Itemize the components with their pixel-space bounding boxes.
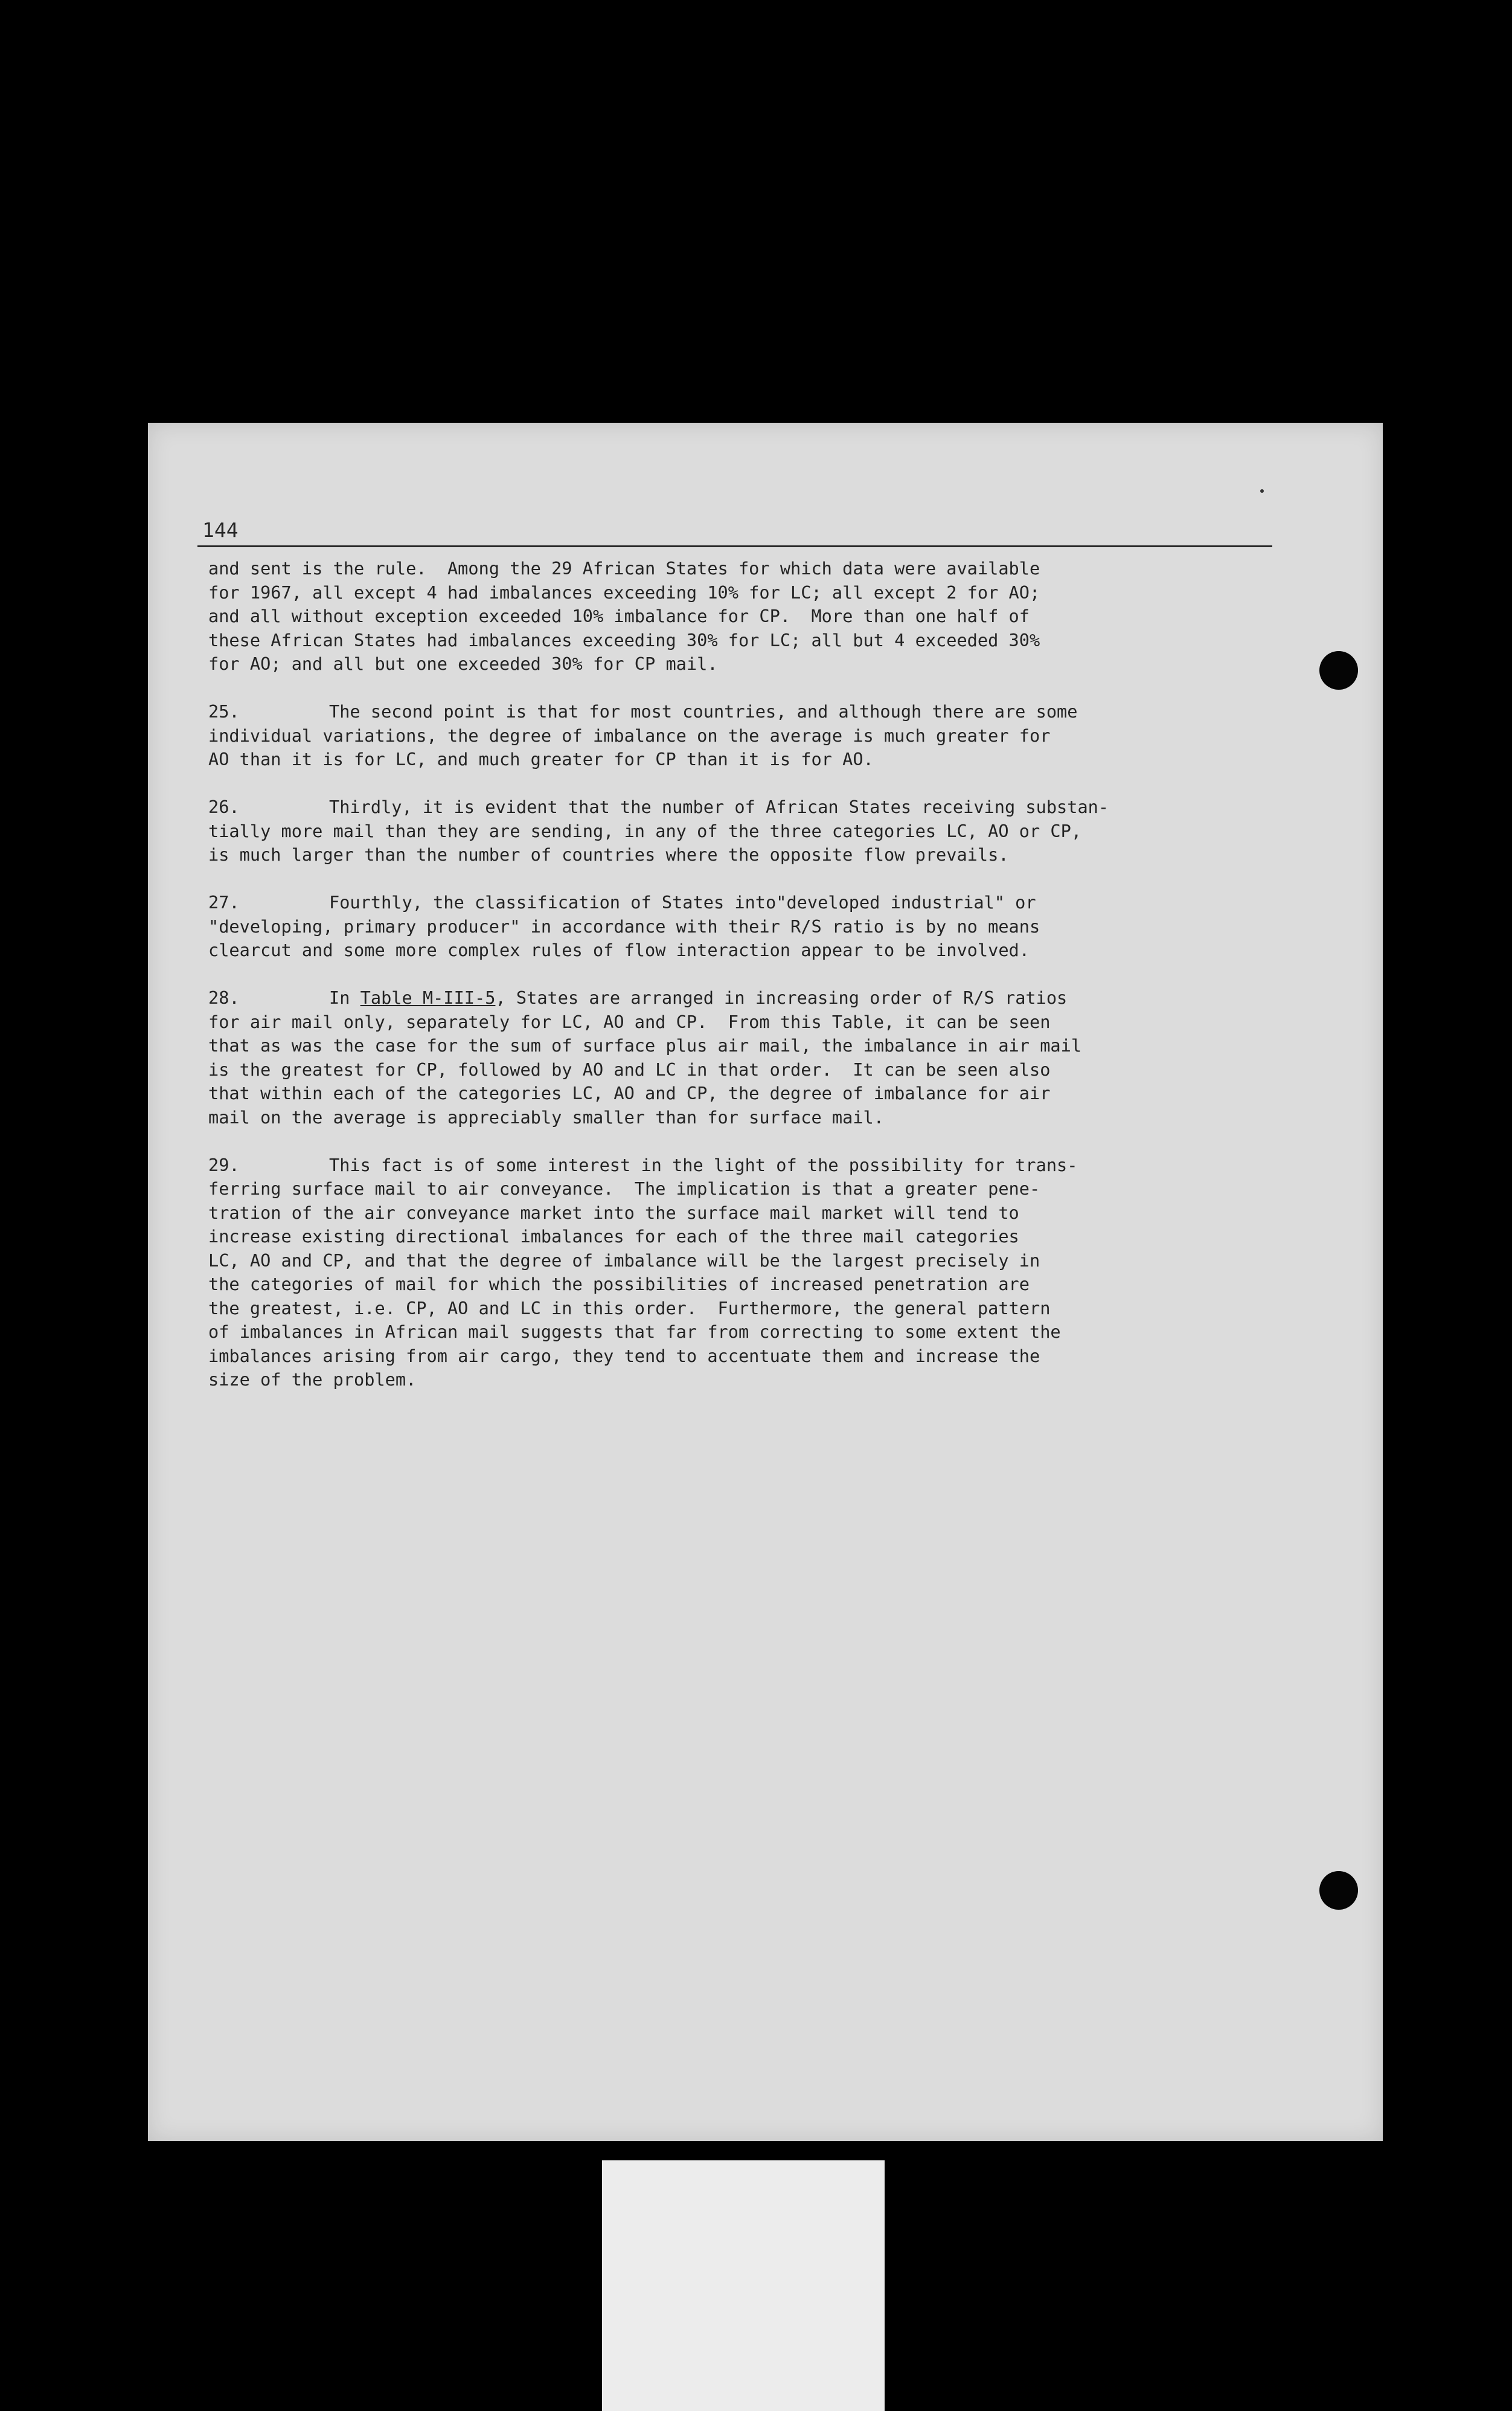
table-reference: Table M-III-5 <box>360 987 496 1008</box>
text-fragment: In <box>329 987 360 1008</box>
text-line: imbalances arising from air cargo, they tend to accentuate them and increase the <box>208 1345 1040 1366</box>
text-line: for 1967, all except 4 had imbalances exceeding 10% for LC; all except 2 for AO; <box>208 582 1040 603</box>
text-line: Thirdly, it is evident that the number of African States receiving substan- <box>329 797 1109 817</box>
text-fragment: , States are arranged in increasing order of R/S ratios <box>495 987 1068 1008</box>
text-line: that within each of the categories LC, AO and CP, the degree of imbalance for air <box>208 1083 1051 1103</box>
text-line: individual variations, the degree of imbalance on the average is much greater for <box>208 725 1051 746</box>
paragraph-continuation <box>208 557 1265 676</box>
text-line: for air mail only, separately for LC, AO and CP. From this Table, it can be seen <box>208 1011 1051 1032</box>
text-line: LC, AO and CP, and that the degree of imbalance will be the largest precisely in <box>208 1250 1040 1271</box>
text-line: clearcut and some more complex rules of flow interaction appear to be involved. <box>208 940 1030 960</box>
text-line: size of the problem. <box>208 1369 417 1390</box>
text-line: Fourthly, the classification of States into"developed industrial" or <box>329 892 1036 913</box>
text-line: tration of the air conveyance market into the surface mail market will tend to <box>208 1202 1019 1223</box>
page-number: 144 <box>202 518 239 542</box>
punch-hole-top <box>1319 651 1358 690</box>
text-line: This fact is of some interest in the light of the possibility for trans- <box>329 1154 1078 1175</box>
text-line: tially more mail than they are sending, in any of the three categories LC, AO or CP, <box>208 820 1082 841</box>
paragraph-26 <box>208 795 1265 867</box>
paper-slip <box>602 2160 885 2411</box>
text-line: of imbalances in African mail suggests that far from correcting to some extent the <box>208 1321 1061 1342</box>
paragraph-number: 28. <box>208 987 240 1008</box>
text-line: these African States had imbalances exceeding 30% for LC; all but 4 exceeded 30% <box>208 629 1040 650</box>
text-line: "developing, primary producer" in accordance with their R/S ratio is by no means <box>208 916 1040 937</box>
paragraph-29 <box>208 1154 1265 1392</box>
paragraph-number: 27. <box>208 892 240 913</box>
text-line: The second point is that for most countries, and although there are some <box>329 701 1078 722</box>
text-line: is the greatest for CP, followed by AO and LC in that order. It can be seen also <box>208 1059 1051 1080</box>
paragraph-27 <box>208 891 1265 963</box>
text-line: increase existing directional imbalances for each of the three mail categories <box>208 1226 1019 1247</box>
paragraph-28 <box>208 986 1265 1129</box>
text-line: mail on the average is appreciably smaller than for surface mail. <box>208 1106 884 1128</box>
paragraph-number: 25. <box>208 701 240 722</box>
text-line: and sent is the rule. Among the 29 African States for which data were available <box>208 558 1040 579</box>
scan-speck <box>1260 489 1264 493</box>
text-line: the greatest, i.e. CP, AO and LC in this order. Furthermore, the general pattern <box>208 1297 1051 1318</box>
text-line: for AO; and all but one exceeded 30% for CP mail. <box>208 653 718 674</box>
body-text <box>208 557 1265 1416</box>
paragraph-25 <box>208 700 1265 772</box>
text-line: AO than it is for LC, and much greater for CP than it is for AO. <box>208 749 874 769</box>
text-line: is much larger than the number of countries where the opposite flow prevails. <box>208 844 1009 865</box>
text-line: and all without exception exceeded 10% imbalance for CP. More than one half of <box>208 606 1030 626</box>
document-page <box>148 423 1383 2141</box>
text-line: that as was the case for the sum of surface plus air mail, the imbalance in air mail <box>208 1035 1082 1056</box>
text-line: the categories of mail for which the possibilities of increased penetration are <box>208 1274 1030 1294</box>
header-rule <box>197 545 1272 547</box>
text-line: ferring surface mail to air conveyance. The implication is that a greater pene- <box>208 1178 1040 1199</box>
paragraph-number: 26. <box>208 797 240 817</box>
punch-hole-bottom <box>1319 1871 1358 1910</box>
paragraph-number: 29. <box>208 1154 240 1175</box>
